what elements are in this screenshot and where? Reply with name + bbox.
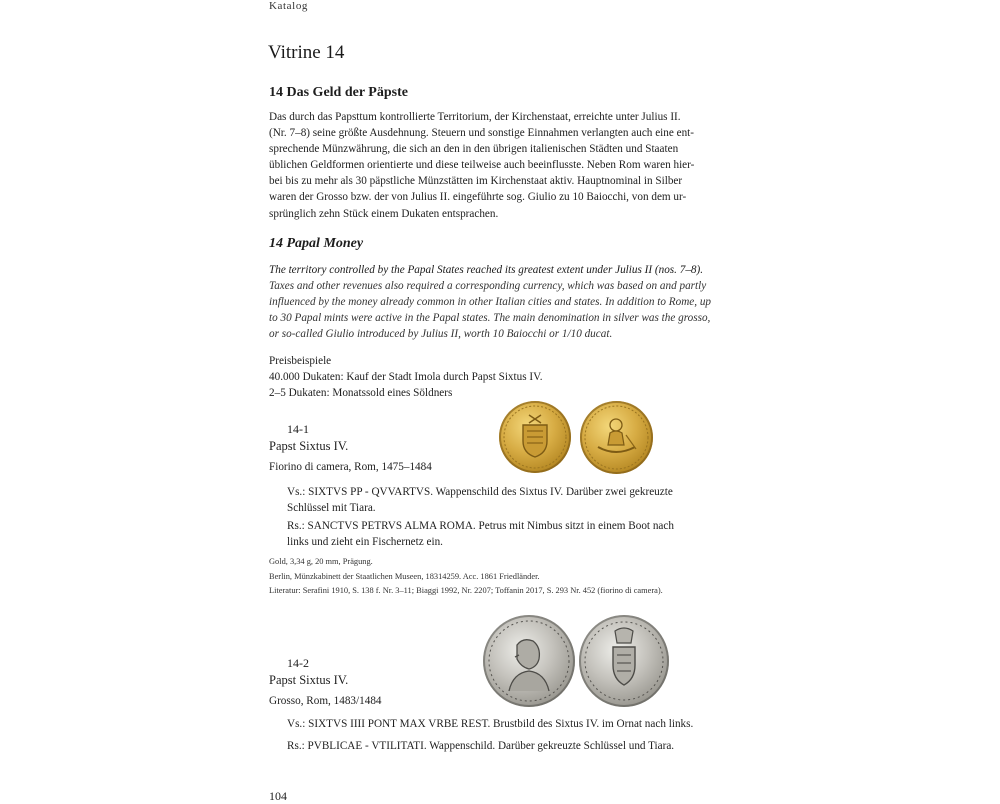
- text-line: Schlüssel mit Tiara.: [287, 502, 376, 514]
- coin-reverse-image: [580, 401, 653, 474]
- section-text-en: [269, 262, 729, 342]
- metadata-line: Berlin, Münzkabinett der Staatlichen Museen, 18314259. Acc. 1861 Friedländer.: [269, 571, 540, 581]
- text-line: üblichen Geldformen orientierte und diese teilweise auch beeinflusste. Neben Rom waren hier-: [269, 159, 695, 172]
- papal-bust-icon: [483, 615, 575, 707]
- page-title: Vitrine 14: [268, 42, 345, 63]
- item-denomination: Fiorino di camera, Rom, 1475–1484: [269, 461, 432, 473]
- catalog-number: 14-2: [287, 656, 309, 670]
- item-metadata: [269, 555, 663, 599]
- text-line: Vs.: SIXTVS PP - QVVARTVS. Wappenschild des Sixtus IV. Darüber zwei gekreuzte: [287, 486, 673, 498]
- coin-reverse-image: [579, 615, 669, 707]
- coat-of-arms-icon: [499, 401, 571, 473]
- saint-peter-boat-icon: [580, 401, 653, 474]
- section-heading-de: 14 Das Geld der Päpste: [269, 85, 408, 100]
- coin-obverse-image: [499, 401, 571, 473]
- metadata-line: Gold, 3,34 g, 20 mm, Prägung.: [269, 557, 373, 566]
- text-line: influenced by the money already common in other Italian cities and states. In addition to Rome, up: [269, 296, 712, 309]
- reverse-description: [287, 518, 727, 550]
- running-head: Katalog: [269, 0, 309, 12]
- section-text-de: [269, 109, 729, 222]
- price-examples-heading: Preisbeispiele: [269, 355, 332, 367]
- coat-of-arms-icon: [579, 615, 669, 707]
- text-line: sprechende Münzwährung, die sich an den in den übrigen italienischen Städten und Staaten: [269, 143, 679, 156]
- obverse-description: [287, 484, 727, 516]
- text-line: Vs.: SIXTVS IIII PONT MAX VRBE REST. Brustbild des Sixtus IV. im Ornat nach links.: [287, 718, 694, 730]
- item-denomination: Grosso, Rom, 1483/1484: [269, 695, 382, 707]
- text-line: or so-called Giulio introduced by Julius II, worth 10 Baiocchi or 1/10 ducat.: [269, 328, 613, 341]
- price-examples: [269, 353, 543, 401]
- text-line: (Nr. 7–8) seine größte Ausdehnung. Steuern und sonstige Einnahmen verlangten auch eine ent-: [269, 127, 695, 140]
- text-line: The territory controlled by the Papal States reached its greatest extent under Julius II (nos. 7–8).: [269, 264, 704, 276]
- price-example: 2–5 Dukaten: Monatssold eines Söldners: [269, 387, 453, 399]
- text-line: Das durch das Papsttum kontrollierte Territorium, der Kirchenstaat, erreichte unter Julius II.: [269, 111, 681, 123]
- item-title: Papst Sixtus IV.: [269, 673, 349, 687]
- text-line: Taxes and other revenues also required a corresponding currency, which was based on and partly: [269, 280, 707, 293]
- text-line: sprünglich zehn Stück einem Dukaten entsprachen.: [269, 207, 499, 220]
- metadata-line: Literatur: Serafini 1910, S. 138 f. Nr. 3–11; Biaggi 1992, Nr. 2207; Toffanin 2017, S. 293 Nr. 452 (fiorino di camera).: [269, 586, 663, 595]
- obverse-description: [287, 716, 727, 732]
- text-line: to 30 Papal mints were active in the Papal states. The main denomination in silver was the grosso,: [269, 312, 711, 325]
- coin-obverse-image: [483, 615, 575, 707]
- text-line: links und zieht ein Fischernetz ein.: [287, 536, 443, 548]
- text-line: waren der Grosso bzw. der von Julius II. eingeführte sog. Giulio zu 10 Baiocchi, von dem ur-: [269, 191, 687, 204]
- section-heading-en: 14 Papal Money: [269, 236, 364, 251]
- catalog-number: 14-1: [287, 422, 309, 436]
- text-line: Rs.: SANCTVS PETRVS ALMA ROMA. Petrus mit Nimbus sitzt in einem Boot nach: [287, 520, 674, 532]
- text-line: bei bis zu mehr als 30 päpstliche Münzstätten im Kirchenstaat aktiv. Hauptnominal in Silber: [269, 175, 683, 188]
- price-example: 40.000 Dukaten: Kauf der Stadt Imola durch Papst Sixtus IV.: [269, 371, 543, 383]
- item-title: Papst Sixtus IV.: [269, 439, 349, 453]
- page-number: 104: [269, 789, 287, 803]
- reverse-description: [287, 738, 727, 754]
- text-line: Rs.: PVBLICAE - VTILITATI. Wappenschild. Darüber gekreuzte Schlüssel und Tiara.: [287, 740, 675, 752]
